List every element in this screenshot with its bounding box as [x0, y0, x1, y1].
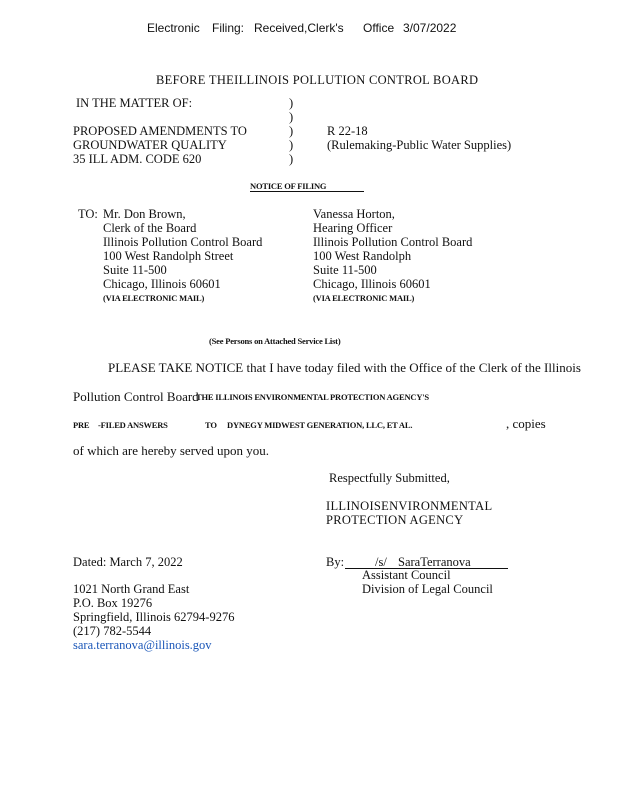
dynegy-party: DYNEGY MIDWEST GENERATION, LLC, ET AL.: [227, 420, 413, 430]
agency-name-line-2: PROTECTION AGENCY: [326, 513, 464, 527]
to-label: TO:: [78, 207, 98, 221]
address-line: P.O. Box 19276: [73, 596, 153, 610]
address-line: Springfield, Illinois 62794-9276: [73, 610, 235, 624]
notice-of-filing-heading: NOTICE OF FILING: [250, 181, 364, 192]
recipient-line: 100 West Randolph Street: [103, 249, 234, 263]
caption-parentheses: [289, 96, 293, 166]
email-link[interactable]: sara.terranova@illinois.gov: [73, 638, 212, 652]
proposal-line: 35 ILL ADM. CODE 620: [73, 152, 202, 166]
recipient-line: Illinois Pollution Control Board: [103, 235, 263, 249]
docket-number: R 22-18: [327, 124, 368, 138]
header-received-clerks: Received,Clerk's: [254, 21, 344, 35]
notice-body-line-2: Pollution Control Board: [73, 389, 199, 404]
address-line: 1021 North Grand East: [73, 582, 190, 596]
proposal-line: PROPOSED AMENDMENTS TO: [73, 124, 247, 138]
recipient-line: Hearing Officer: [313, 221, 393, 235]
respectfully-submitted: Respectfully Submitted,: [329, 471, 450, 485]
via-electronic-mail: (VIA ELECTRONIC MAIL): [103, 293, 205, 303]
service-list-note: (See Persons on Attached Service List): [209, 336, 341, 346]
proposal-line: GROUNDWATER QUALITY: [73, 138, 227, 152]
header-filing: Filing:: [212, 21, 245, 35]
header-electronic: Electronic: [147, 21, 200, 35]
via-electronic-mail: (VIA ELECTRONIC MAIL): [313, 293, 415, 303]
docket-description: (Rulemaking-Public Water Supplies): [327, 138, 512, 152]
recipient-line: Chicago, Illinois 60601: [103, 277, 221, 291]
paren: ): [289, 152, 294, 166]
proposal-caption: [73, 124, 247, 166]
pre-label: PRE: [73, 420, 90, 430]
to-word: TO: [205, 420, 217, 430]
filed-answers: -FILED ANSWERS: [98, 420, 168, 430]
dated-line: Dated: March 7, 2022: [73, 555, 183, 569]
address-line: (217) 782-5544: [73, 624, 152, 638]
recipient-line: 100 West Randolph: [313, 249, 412, 263]
header-date: 3/07/2022: [403, 21, 457, 35]
notice-body-line-4: of which are hereby served upon you.: [73, 443, 270, 458]
signature-mark: /s/: [375, 555, 387, 569]
recipient-line: Suite 11-500: [103, 263, 167, 277]
recipient-line: Suite 11-500: [313, 263, 377, 277]
board-title: BEFORE THEILLINOIS POLLUTION CONTROL BOARD: [156, 73, 479, 87]
agency-caps: THE ILLINOIS ENVIRONMENTAL PROTECTION AGENCY'S: [196, 392, 429, 402]
paren: ): [289, 110, 294, 124]
notice-body-line-1: PLEASE TAKE NOTICE that I have today filed with the Office of the Clerk of the Illinois: [108, 360, 581, 375]
recipient-line: Clerk of the Board: [103, 221, 197, 235]
agency-name-line-1: ILLINOISENVIRONMENTAL: [326, 499, 493, 513]
signer-name: SaraTerranova: [398, 555, 471, 569]
recipient-line: Illinois Pollution Control Board: [313, 235, 473, 249]
signer-title: Assistant Council: [362, 568, 451, 582]
return-address: [73, 582, 234, 652]
paren: ): [289, 138, 294, 152]
copies-text: , copies: [506, 416, 546, 431]
recipient-hearing-officer: [313, 207, 472, 305]
by-label: By:: [326, 555, 345, 569]
in-the-matter-of: IN THE MATTER OF:: [76, 96, 193, 110]
recipient-line: Chicago, Illinois 60601: [313, 277, 431, 291]
signer-division: Division of Legal Council: [362, 582, 493, 596]
paren: ): [289, 96, 294, 110]
recipient-line: Mr. Don Brown,: [103, 207, 186, 221]
paren: ): [289, 124, 294, 138]
recipient-clerk: [103, 207, 262, 305]
header-office: Office: [363, 21, 395, 35]
recipient-line: Vanessa Horton,: [313, 207, 395, 221]
